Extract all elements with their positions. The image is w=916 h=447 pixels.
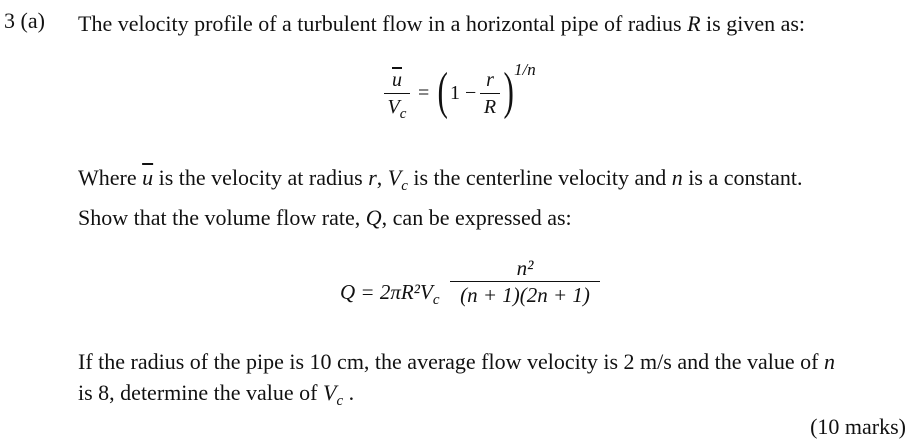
right-paren: ) (503, 63, 514, 120)
question-number: 3 (a) (4, 8, 45, 33)
flow-rate-equation (340, 254, 600, 324)
lhs-numerator: $\overline{u}$ (392, 69, 402, 91)
u-bar-symbol: $\overline{u}$ (142, 165, 154, 190)
flow-rate-fraction (450, 256, 600, 307)
exponent: 1/n (514, 60, 536, 79)
one-minus: 1 − (450, 82, 477, 104)
task-line-2: is 8, determine the value of $V_c$ . (78, 380, 355, 409)
flow-rate-numerator: n² (516, 256, 534, 280)
left-paren: ( (437, 63, 448, 120)
lhs-fraction (384, 68, 410, 126)
marks-label: (10 marks) (810, 414, 906, 439)
lhs-denominator: $V_c$ (387, 96, 407, 122)
equals-sign: = (418, 82, 430, 104)
definition-paragraph (78, 162, 803, 233)
question-intro (78, 8, 805, 39)
intro-text: The velocity profile of a turbulent flow in a horizontal pipe of radius (78, 11, 688, 36)
velocity-profile-equation (384, 62, 564, 132)
definition-line-1: Where $\overline{u}$ is the velocity at radius r, $V_c$ is the centerline velocity and n is a constant. (78, 165, 803, 194)
n-symbol: n (671, 165, 683, 190)
rhs-numerator: r (486, 69, 494, 91)
task-vc-symbol: V (322, 380, 337, 405)
vc-symbol: V (387, 165, 402, 190)
rhs-denominator: R (483, 96, 497, 118)
task-line-1: If the radius of the pipe is 10 cm, the average flow velocity is 2 m/s and the value of n (78, 349, 835, 374)
flow-rate-lhs: $Q = 2\pi R^2V_c$ (340, 280, 440, 308)
flow-rate-denominator: (n + 1)(2n + 1) (460, 283, 590, 307)
intro-var-r: R (687, 11, 701, 36)
r-symbol: r (368, 165, 377, 190)
definition-line-2: Show that the volume flow rate, Q, can be expressed as: (78, 205, 572, 230)
intro-text-end: is given as: (700, 11, 806, 36)
task-n-symbol: n (823, 349, 835, 374)
q-symbol: Q (365, 205, 382, 230)
task-paragraph (78, 346, 835, 417)
rhs-fraction (480, 68, 500, 119)
